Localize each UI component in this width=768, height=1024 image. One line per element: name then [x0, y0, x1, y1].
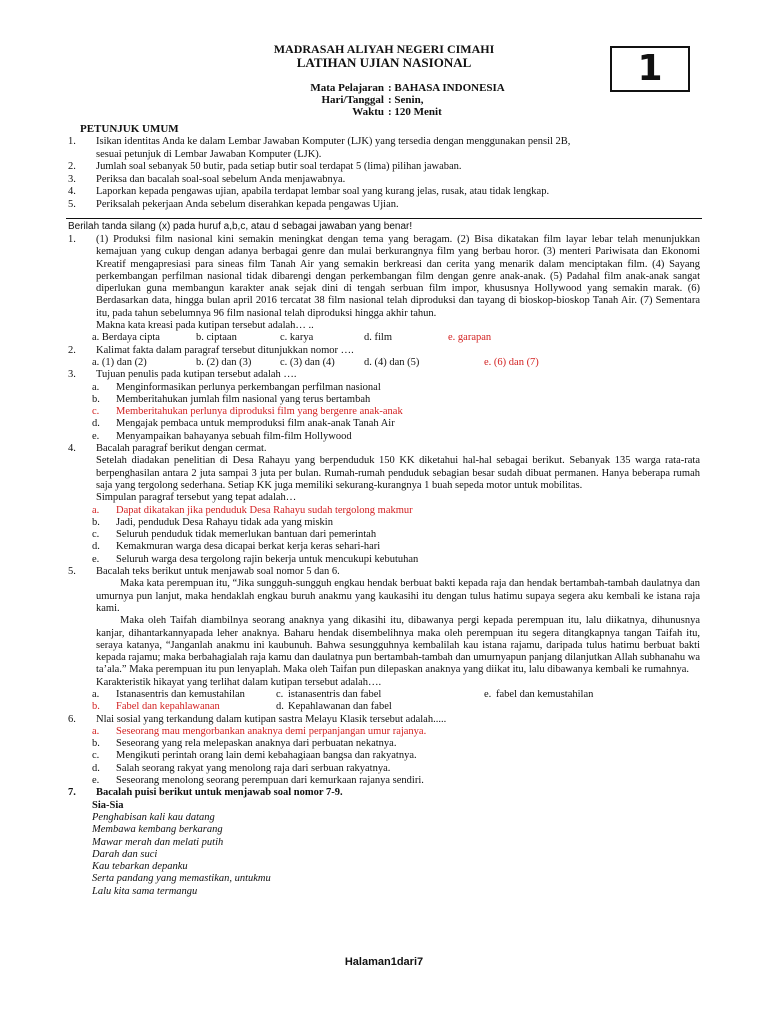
poem-line: Darah dan suci — [92, 848, 158, 860]
option-b[interactable]: b. Jadi, penduduk Desa Rahayu tidak ada yang miskin — [92, 516, 333, 528]
exam-code-box: 1 — [610, 46, 690, 92]
instruction-item: sesuai petunjuk di Lembar Jawaban Komputer (LJK). — [96, 148, 322, 160]
question-stem: Tujuan penulis pada kutipan tersebut adalah …. — [96, 369, 297, 381]
option-c[interactable]: c. Memberitahukan perlunya diproduksi film yang bergenre anak-anak — [92, 406, 403, 418]
question-passage: Setelah diadakan penelitian di Desa Rahayu yang berpenduduk 150 KK diketahui hal-hal sebagai berikut. Sebanyak 135 warga rata-rata berpenghasilan antara 2 juta sampai 3 juta per bulan. Rumah-rumah penduduk sebagian besar sudah dibuat permanen. Hanya beberapa rumah saja yang tergolong sederhana. Setiap KK juga memiliki sekurang-kurangnya 1 buah sepeda motor untuk mobilitas. — [96, 455, 700, 491]
question-2: 2. Kalimat fakta dalam paragraf tersebut ditunjukkan nomor …. — [68, 345, 700, 357]
poem-line: Kau tebarkan depanku — [92, 861, 188, 873]
options-q5-row1 — [68, 689, 700, 701]
school-name: MADRASAH ALIYAH NEGERI CIMAHI — [273, 42, 495, 56]
section-divider — [66, 218, 702, 219]
meta-date: Hari/Tanggal : Senin, — [321, 94, 424, 106]
option-a[interactable]: a. Istanasentris dan kemustahilan — [92, 688, 245, 700]
option-a[interactable]: a. Seseorang mau mengorbankan anaknya demi perpanjangan umur rajanya. — [92, 725, 427, 737]
question-3: 3. Tujuan penulis pada kutipan tersebut adalah …. — [68, 369, 700, 381]
option-e[interactable]: e. Seseorang menolong seorang perempuan dari kemurkaan rajanya sendiri. — [92, 775, 424, 787]
question-stem: Kalimat fakta dalam paragraf tersebut ditunjukkan nomor …. — [96, 344, 354, 356]
options-q1 — [68, 332, 700, 344]
option-b[interactable]: b. Memberitahukan jumlah film nasional yang terus bertambah — [92, 393, 371, 405]
option-e[interactable]: e. fabel dan kemustahilan — [484, 688, 594, 700]
question-stem: Karakteristik hikayat yang terlihat dalam kutipan tersebut adalah…. — [96, 676, 382, 688]
instructions-title: PETUNJUK UMUM — [80, 123, 179, 135]
hikayat-paragraph-2: Maka oleh Taifah diambilnya seorang anaknya yang dikasihi itu, dibawanya pergi kepada perempuan itu, lalu diikatnya, dihunusnya kanjar, dihantarkannyapada leher anaknya. Baharu hendak disembelihnya maka oleh perempuan itu segera ditangkapnya tangan Taifah itu, seraya katanya, “Janganlah anakmu ini kaubunuh. Bahwa sesungguhnya kembalilah kau istana rajamu, daripada tulus hatimu berbuat bakti kepada rajamu; maka berbahagialah raja kamu dan daulatnya pun bertambah-tambah dan umurnyapun panjang dilanjutkan Allah subhanahu wa ta’ala.” Maka perempuan itu pun lenyaplah. Maka oleh Taifan pun dilepaskan anaknya yang diikat itu, lalu dibawanya kembali ke rumahnya. — [96, 615, 700, 676]
option-d[interactable]: d. Kepahlawanan dan fabel — [276, 701, 392, 713]
question-stem: Makna kata kreasi pada kutipan tersebut adalah… .. — [96, 320, 314, 332]
question-7: 7. Bacalah puisi berikut untuk menjawab soal nomor 7-9. — [68, 787, 700, 799]
option-e[interactable]: e. Menyampaikan bahayanya sebuah film-film Hollywood — [92, 430, 352, 442]
exam-title: LATIHAN UJIAN NASIONAL — [296, 55, 472, 70]
exam-meta — [300, 82, 505, 118]
option-d[interactable]: d. Mengajak pembaca untuk memproduksi film anak-anak Tanah Air — [92, 418, 395, 430]
question-stem: Nlai sosial yang terkandung dalam kutipan sastra Melayu Klasik tersebut adalah..... — [96, 713, 447, 725]
instruction-item: 2. Jumlah soal sebanyak 50 butir, pada setiap butir soal terdapat 5 (lima) pilihan jawaban. — [68, 161, 462, 172]
option-d[interactable]: d. (4) dan (5) — [364, 356, 420, 368]
option-b[interactable]: b. Seseorang yang rela melepaskan anaknya dari perbuatan nekatnya. — [92, 738, 397, 750]
question-stem: Simpulan paragraf tersebut yang tepat adalah… — [96, 492, 297, 504]
question-4: 4. Bacalah paragraf berikut dengan cermat. Setelah diadakan penelitian di Desa Rahayu yang berpenduduk 150 KK diketahui hal-hal sebagai berikut. Sebanyak 135 warga rata-rata berpenghasilan antara 2 juta sampai 3 juta per bulan. Rumah-rumah penduduk sebagian besar sudah dibuat permanen. Hanya beberapa rumah saja yang tergolong sederhana. Setiap KK juga memiliki sekurang-kurangnya 1 buah sepeda motor untuk mobilitas. Simpulan paragraf tersebut yang tepat adalah… — [68, 443, 700, 504]
option-b[interactable]: b. ciptaan — [196, 332, 237, 344]
poem-line: Membawa kembang berkarang — [92, 824, 223, 836]
question-6: 6. Nlai sosial yang terkandung dalam kutipan sastra Melayu Klasik tersebut adalah..... — [68, 714, 700, 726]
question-instruction: Bacalah puisi berikut untuk menjawab soal nomor 7-9. — [96, 787, 343, 799]
poem-line: Penghabisan kali kau datang — [92, 811, 215, 823]
poem-line: Lalu kita sama termangu — [92, 885, 198, 897]
question-instruction: Bacalah paragraf berikut dengan cermat. — [96, 443, 267, 455]
poem-title: Sia-Sia — [92, 799, 124, 811]
instruction-item: 1. Isikan identitas Anda ke dalam Lembar Jawaban Komputer (LJK) yang tersedia dengan menggunakan pensil 2B, — [68, 136, 571, 147]
page-footer: Halaman1dari7 — [344, 956, 424, 968]
option-a[interactable]: a. (1) dan (2) — [92, 356, 147, 368]
options-q2 — [68, 357, 700, 369]
question-passage: (1) Produksi film nasional kini semakin meningkat dengan tema yang beragam. (2) Bisa dikatakan film layar lebar telah menunjukkan kemajuan yang cukup dengan adanya berbagai genre dan mulai berkurangnya film yang berbau horor. (3) menteri Pariwisata dan Ekonomi Kreatif mengapresiasi para sineas film Tanah Air yang semakin berkreasi dan cerita yang menarik dalam menciptakan film. (4) Sayang perkembangan perfilman nasional tidak dibarengi dengan perkembangan film dengan genre anak-anak. (5) Padahal film anak-anak sangat diperlukan guna membangun karakter anak sejak dini di tengah serbuan film impor, khususnya Hollywood yang semakin marak. (6) Berdasarkan data, hingga bulan april 2016 tercatat 38 film nasional telah diproduksi dan tayang di bioskop-bioskop Tanah Air. (7) Sementara itu, pada tahun sebelumnya 96 film nasional telah diproduksi hingga akhir tahun. — [96, 234, 700, 319]
option-c[interactable]: c. istanasentris dan fabel — [276, 688, 382, 700]
instruction-item: 3. Periksa dan bacalah soal-soal sebelum Anda menjawabnya. — [68, 173, 346, 185]
option-e[interactable]: e. garapan — [448, 332, 492, 344]
option-c[interactable]: c. karya — [280, 332, 314, 344]
instruction-item: 5. Periksalah pekerjaan Anda sebelum diserahkan kepada pengawas Ujian. — [68, 198, 399, 210]
option-d[interactable]: d. Kemakmuran warga desa dicapai berkat kerja keras sehari-hari — [92, 541, 381, 553]
instruction-item: 4. Laporkan kepada pengawas ujian, apabila terdapat lembar soal yang kurang jelas, rusak, atau tidak lengkap. — [68, 186, 550, 197]
option-c[interactable]: c. (3) dan (4) — [280, 356, 335, 368]
question-1: 1. (1) Produksi film nasional kini semakin meningkat dengan tema yang beragam. (2) Bisa dikatakan film layar lebar telah menunjukkan kemajuan yang cukup dengan adanya berbagai genre dan mulai berkurangnya film yang berbau horor. (3) menteri Pariwisata dan Ekonomi Kreatif mengapresiasi para sineas film Tanah Air yang semakin berkreasi dan cerita yang menarik dalam menciptakan film. (4) Sayang perkembangan perfilman nasional tidak dibarengi dengan perkembangan film dengan genre anak-anak. (5) Padahal film anak-anak sangat diperlukan guna membangun karakter anak sejak dini di tengah serbuan film impor, khususnya Hollywood yang semakin marak. (6) Berdasarkan data, hingga bulan april 2016 tercatat 38 film nasional telah diproduksi dan tayang di bioskop-bioskop Tanah Air. (7) Sementara itu, pada tahun sebelumnya 96 film nasional telah diproduksi hingga akhir tahun. Makna kata kreasi pada kutipan tersebut adalah… .. — [68, 234, 700, 332]
options-q5-row2 — [68, 701, 700, 713]
poem-line: Serta pandang yang memastikan, untukmu — [92, 873, 271, 885]
meta-subject: Mata Pelajaran : BAHASA INDONESIA — [310, 82, 505, 94]
questions — [68, 234, 700, 898]
meta-time: Waktu : 120 Menit — [352, 106, 442, 118]
hikayat-paragraph-1: Maka kata perempuan itu, “Jika sungguh-sungguh engkau hendak berbuat bakti kepada raja dan hendak bertambah-tambah daulatnya dan umurnya pun lanjut, maka hendaklah engkau buruh anakmu yang kaukasihi itu dengan tulus hatimu supaya segera aku kembali ke istana raja kami. — [96, 578, 700, 614]
poem — [68, 800, 700, 898]
option-d[interactable]: d. film — [364, 332, 392, 344]
option-e[interactable]: e. (6) dan (7) — [484, 356, 539, 368]
option-a[interactable]: a. Berdaya cipta — [92, 332, 160, 344]
option-b[interactable]: b. (2) dan (3) — [196, 356, 252, 368]
option-e[interactable]: e. Seluruh warga desa tergolong rajin bekerja untuk mencukupi kebutuhan — [92, 553, 419, 565]
option-d[interactable]: d. Salah seorang rakyat yang menolong raja dari serbuan rakyatnya. — [92, 762, 391, 774]
option-a[interactable]: a. Dapat dikatakan jika penduduk Desa Rahayu sudah tergolong makmur — [92, 504, 413, 516]
question-instruction: Bacalah teks berikut untuk menjawab soal nomor 5 dan 6. — [96, 566, 340, 578]
instructions-list — [68, 136, 700, 211]
option-c[interactable]: c. Seluruh penduduk tidak memerlukan bantuan dari pemerintah — [92, 529, 377, 541]
question-5: 5. Bacalah teks berikut untuk menjawab soal nomor 5 dan 6. Maka kata perempuan itu, “Jika sungguh-sungguh engkau hendak berbuat bakti kepada raja dan hendak bertambah-tambah daulatnya dan umurnya pun lanjut, maka hendaklah engkau buruh anakmu yang kaukasihi itu dengan tulus hatimu supaya segera aku kembali ke istana raja kami. Maka oleh Taifah diambilnya seorang anaknya yang dikasihi itu, dibawanya pergi kepada perempuan itu, lalu diikatnya, dihunusnya kanjar, dihantarkannyapada leher anaknya. Baharu hendak disembelihnya maka oleh perempuan itu segera ditangkapnya tangan Taifah itu, seraya katanya, “Janganlah anakmu ini kaubunuh. Bahwa sesungguhnya kembalilah kau istana rajamu, daripada tulus hatimu berbuat bakti kepada rajamu; maka berbahagialah raja kamu dan daulatnya pun bertambah-tambah dan umurnyapun panjang dilanjutkan Allah subhanahu wa ta’ala.” Maka perempuan itu pun lenyaplah. Maka oleh Taifan pun dilepaskan anaknya yang diikat itu, lalu dibawanya kembali ke rumahnya. Karakteristik hikayat yang terlihat dalam kutipan tersebut adalah…. — [68, 566, 700, 688]
option-b[interactable]: b. Fabel dan kepahlawanan — [92, 701, 220, 713]
option-a[interactable]: a. Menginformasikan perlunya perkembangan perfilman nasional — [92, 381, 381, 393]
answer-instruction: Berilah tanda silang (x) pada huruf a,b,c, atau d sebagai jawaban yang benar! — [68, 221, 413, 232]
option-c[interactable]: c. Mengikuti perintah orang lain demi kebahagiaan bangsa dan rakyatnya. — [92, 750, 417, 762]
poem-line: Mawar merah dan melati putih — [92, 836, 224, 848]
